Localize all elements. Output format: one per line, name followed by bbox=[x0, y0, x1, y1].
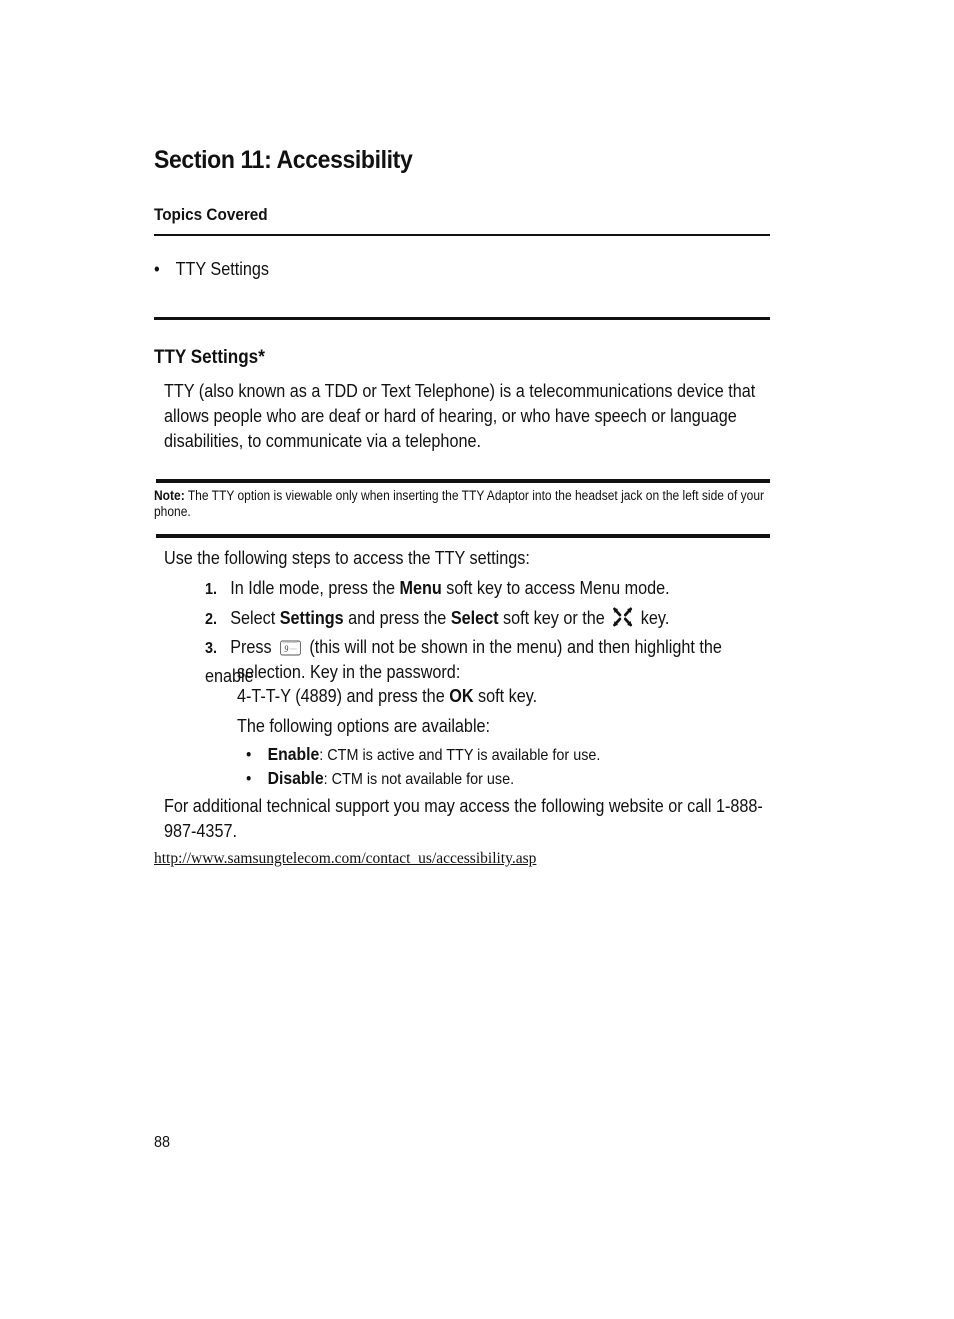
step-text: Select bbox=[230, 608, 280, 628]
tty-settings-heading: TTY Settings* bbox=[154, 347, 265, 368]
topics-heading: Topics Covered bbox=[154, 205, 268, 224]
step-1 bbox=[205, 576, 772, 602]
topic-item: • TTY Settings bbox=[154, 259, 269, 280]
note-text: The TTY option is viewable only when inserting the TTY Adaptor into the headset jack on the left side of your phone. bbox=[154, 488, 765, 519]
option-name: Disable bbox=[267, 768, 324, 788]
options-intro: The following options are available: bbox=[237, 716, 491, 736]
note-label: Note: bbox=[154, 488, 185, 503]
note-divider-top bbox=[156, 479, 770, 483]
page-number: 88 bbox=[154, 1134, 171, 1151]
step-text: soft key. bbox=[473, 686, 538, 706]
step-number: 3. bbox=[205, 640, 218, 657]
option-description: : CTM is not available for use. bbox=[323, 771, 515, 788]
step-text: (this will not be shown in the menu) and then highlight the enable bbox=[205, 637, 722, 686]
step-text: In Idle mode, press the bbox=[230, 578, 400, 598]
step-text: Press bbox=[230, 637, 277, 657]
step-3-password bbox=[237, 684, 777, 709]
accessibility-website-link[interactable]: http://www.samsungtelecom.com/contact_us/accessibility.asp bbox=[154, 850, 537, 867]
note bbox=[154, 488, 768, 519]
option-disable: • Disable: CTM is not available for use. bbox=[246, 768, 515, 788]
option-name: Enable bbox=[267, 744, 320, 764]
divider bbox=[154, 317, 770, 320]
option-enable: • Enable: CTM is active and TTY is available for use. bbox=[246, 744, 601, 764]
settings-label: Settings bbox=[279, 608, 344, 628]
topics-list bbox=[154, 259, 282, 280]
step-text: soft key to access Menu mode. bbox=[441, 578, 670, 598]
steps-intro: Use the following steps to access the TTY settings: bbox=[164, 548, 530, 568]
section-title: Section 11: Accessibility bbox=[154, 146, 413, 174]
step-2 bbox=[205, 606, 772, 634]
step-text: and press the bbox=[343, 608, 451, 628]
step-text: soft key or the bbox=[498, 608, 610, 628]
navigation-key-icon bbox=[613, 607, 633, 634]
step-number: 1. bbox=[205, 581, 218, 598]
note-divider-bottom bbox=[156, 534, 770, 538]
menu-key-label: Menu bbox=[399, 578, 442, 598]
step-text: 4-T-T-Y (4889) and press the bbox=[237, 686, 450, 706]
step-text: key. bbox=[636, 608, 670, 628]
ok-key-label: OK bbox=[449, 686, 474, 706]
svg-text:9: 9 bbox=[284, 643, 289, 655]
option-description: : CTM is active and TTY is available for use. bbox=[319, 747, 601, 764]
select-key-label: Select bbox=[450, 608, 499, 628]
intro-paragraph: TTY (also known as a TDD or Text Telephone) is a telecommunications device that allows people who are deaf or hard of hearing, or who have speech or language disabilities, to communicate via a telephone. bbox=[164, 381, 756, 451]
support-paragraph: For additional technical support you may access the following website or call 1-888-987-4357. bbox=[164, 796, 763, 841]
divider bbox=[154, 234, 770, 236]
step-3-continued: selection. Key in the password: bbox=[237, 662, 461, 682]
step-number: 2. bbox=[205, 611, 218, 628]
